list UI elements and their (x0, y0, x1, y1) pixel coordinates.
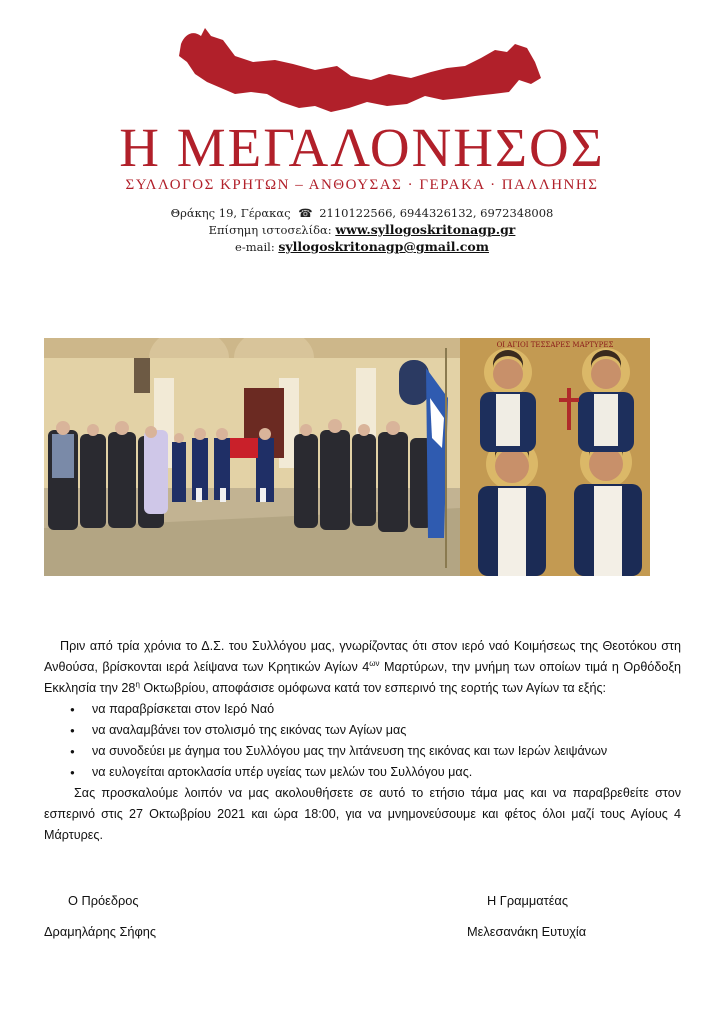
list-item: ● να αναλαμβάνει τον στολισμό της εικόνας των Αγίων μας (92, 720, 681, 741)
crete-map-logo (175, 22, 547, 122)
group-photo-church (44, 338, 460, 576)
letter-body (44, 636, 681, 846)
organization-name: Η ΜΕΓΑΛΟΝΗΣΟΣ (119, 117, 605, 178)
president-title: Ο Πρόεδρος (68, 893, 139, 908)
telephone-icon: ☎ (298, 206, 313, 220)
address: Θράκης 19, Γέρακας (170, 206, 291, 220)
phone-numbers: 2110122566, 6944326132, 6972348008 (319, 206, 554, 220)
intro-paragraph: Πριν από τρία χρόνια το Δ.Σ. του Συλλόγου μας, γνωρίζοντας ότι στον ιερό ναό Κοιμήσεως της Θεοτόκου στη Ανθούσα, βρίσκονται ιερά λείψανα των Κρητικών Αγίων $4^{\omega\nu}$ Μαρτύρων, την μνήμη των οποίων τιμά η Ορθόδοξη Εκκλησία την $28^\eta$ Οκτωβρίου, αποφάσισε ομόφωνα κατά τον εσπερινό της εορτής των Αγίων τα εξής: (44, 639, 681, 695)
website-label: Επίσημη ιστοσελίδα: (208, 223, 332, 237)
contact-website-line (0, 222, 724, 237)
email-link[interactable]: syllogoskritonagp@gmail.com (278, 239, 489, 254)
president-name: Δραμηλάρης Σήφης (44, 924, 157, 939)
secretary-name: Μελεσανάκη Ευτυχία (467, 924, 587, 939)
list-item: ● να ευλογείται αρτοκλασία υπέρ υγείας των μελών του Συλλόγου μας. (92, 762, 681, 783)
icon-four-martyrs (460, 338, 650, 576)
email-label: e-mail: (235, 240, 275, 254)
closing-paragraph: Σας προσκαλούμε λοιπόν να μας ακολουθήσετε σε αυτό το ετήσιο τάμα μας και να παραβρεθείτε στον εσπερινό στις 27 Οκτωβρίου 2021 και ώρα 18:00, για να μνημονεύσουμε και φέτος όλοι μαζί τους Αγίους 4 Μάρτυρες. (44, 786, 681, 842)
icon-caption: ΟΙ ΑΓΙΟΙ ΤΕΣΣΑΡΕΣ ΜΑΡΤΥΡΕΣ (496, 341, 614, 349)
contact-address-line (0, 206, 724, 220)
organization-subtitle: ΣΥΛΛΟΓΟΣ ΚΡΗΤΩΝ – ΑΝΘΟΥΣΑΣ · ΓΕΡΑΚΑ · ΠΑΛΛΗΝΗΣ (125, 177, 599, 193)
secretary-title: Η Γραμματέας (487, 893, 568, 908)
contact-email-line (0, 239, 724, 254)
decision-list (44, 699, 681, 783)
list-item: ● να παραβρίσκεται στον Ιερό Ναό (92, 699, 681, 720)
website-link[interactable]: www.syllogoskritonagp.gr (335, 222, 516, 237)
list-item: ● να συνοδεύει με άγημα του Συλλόγου μας την λιτάνευση της εικόνας και των Ιερών λειψάνων (92, 741, 681, 762)
